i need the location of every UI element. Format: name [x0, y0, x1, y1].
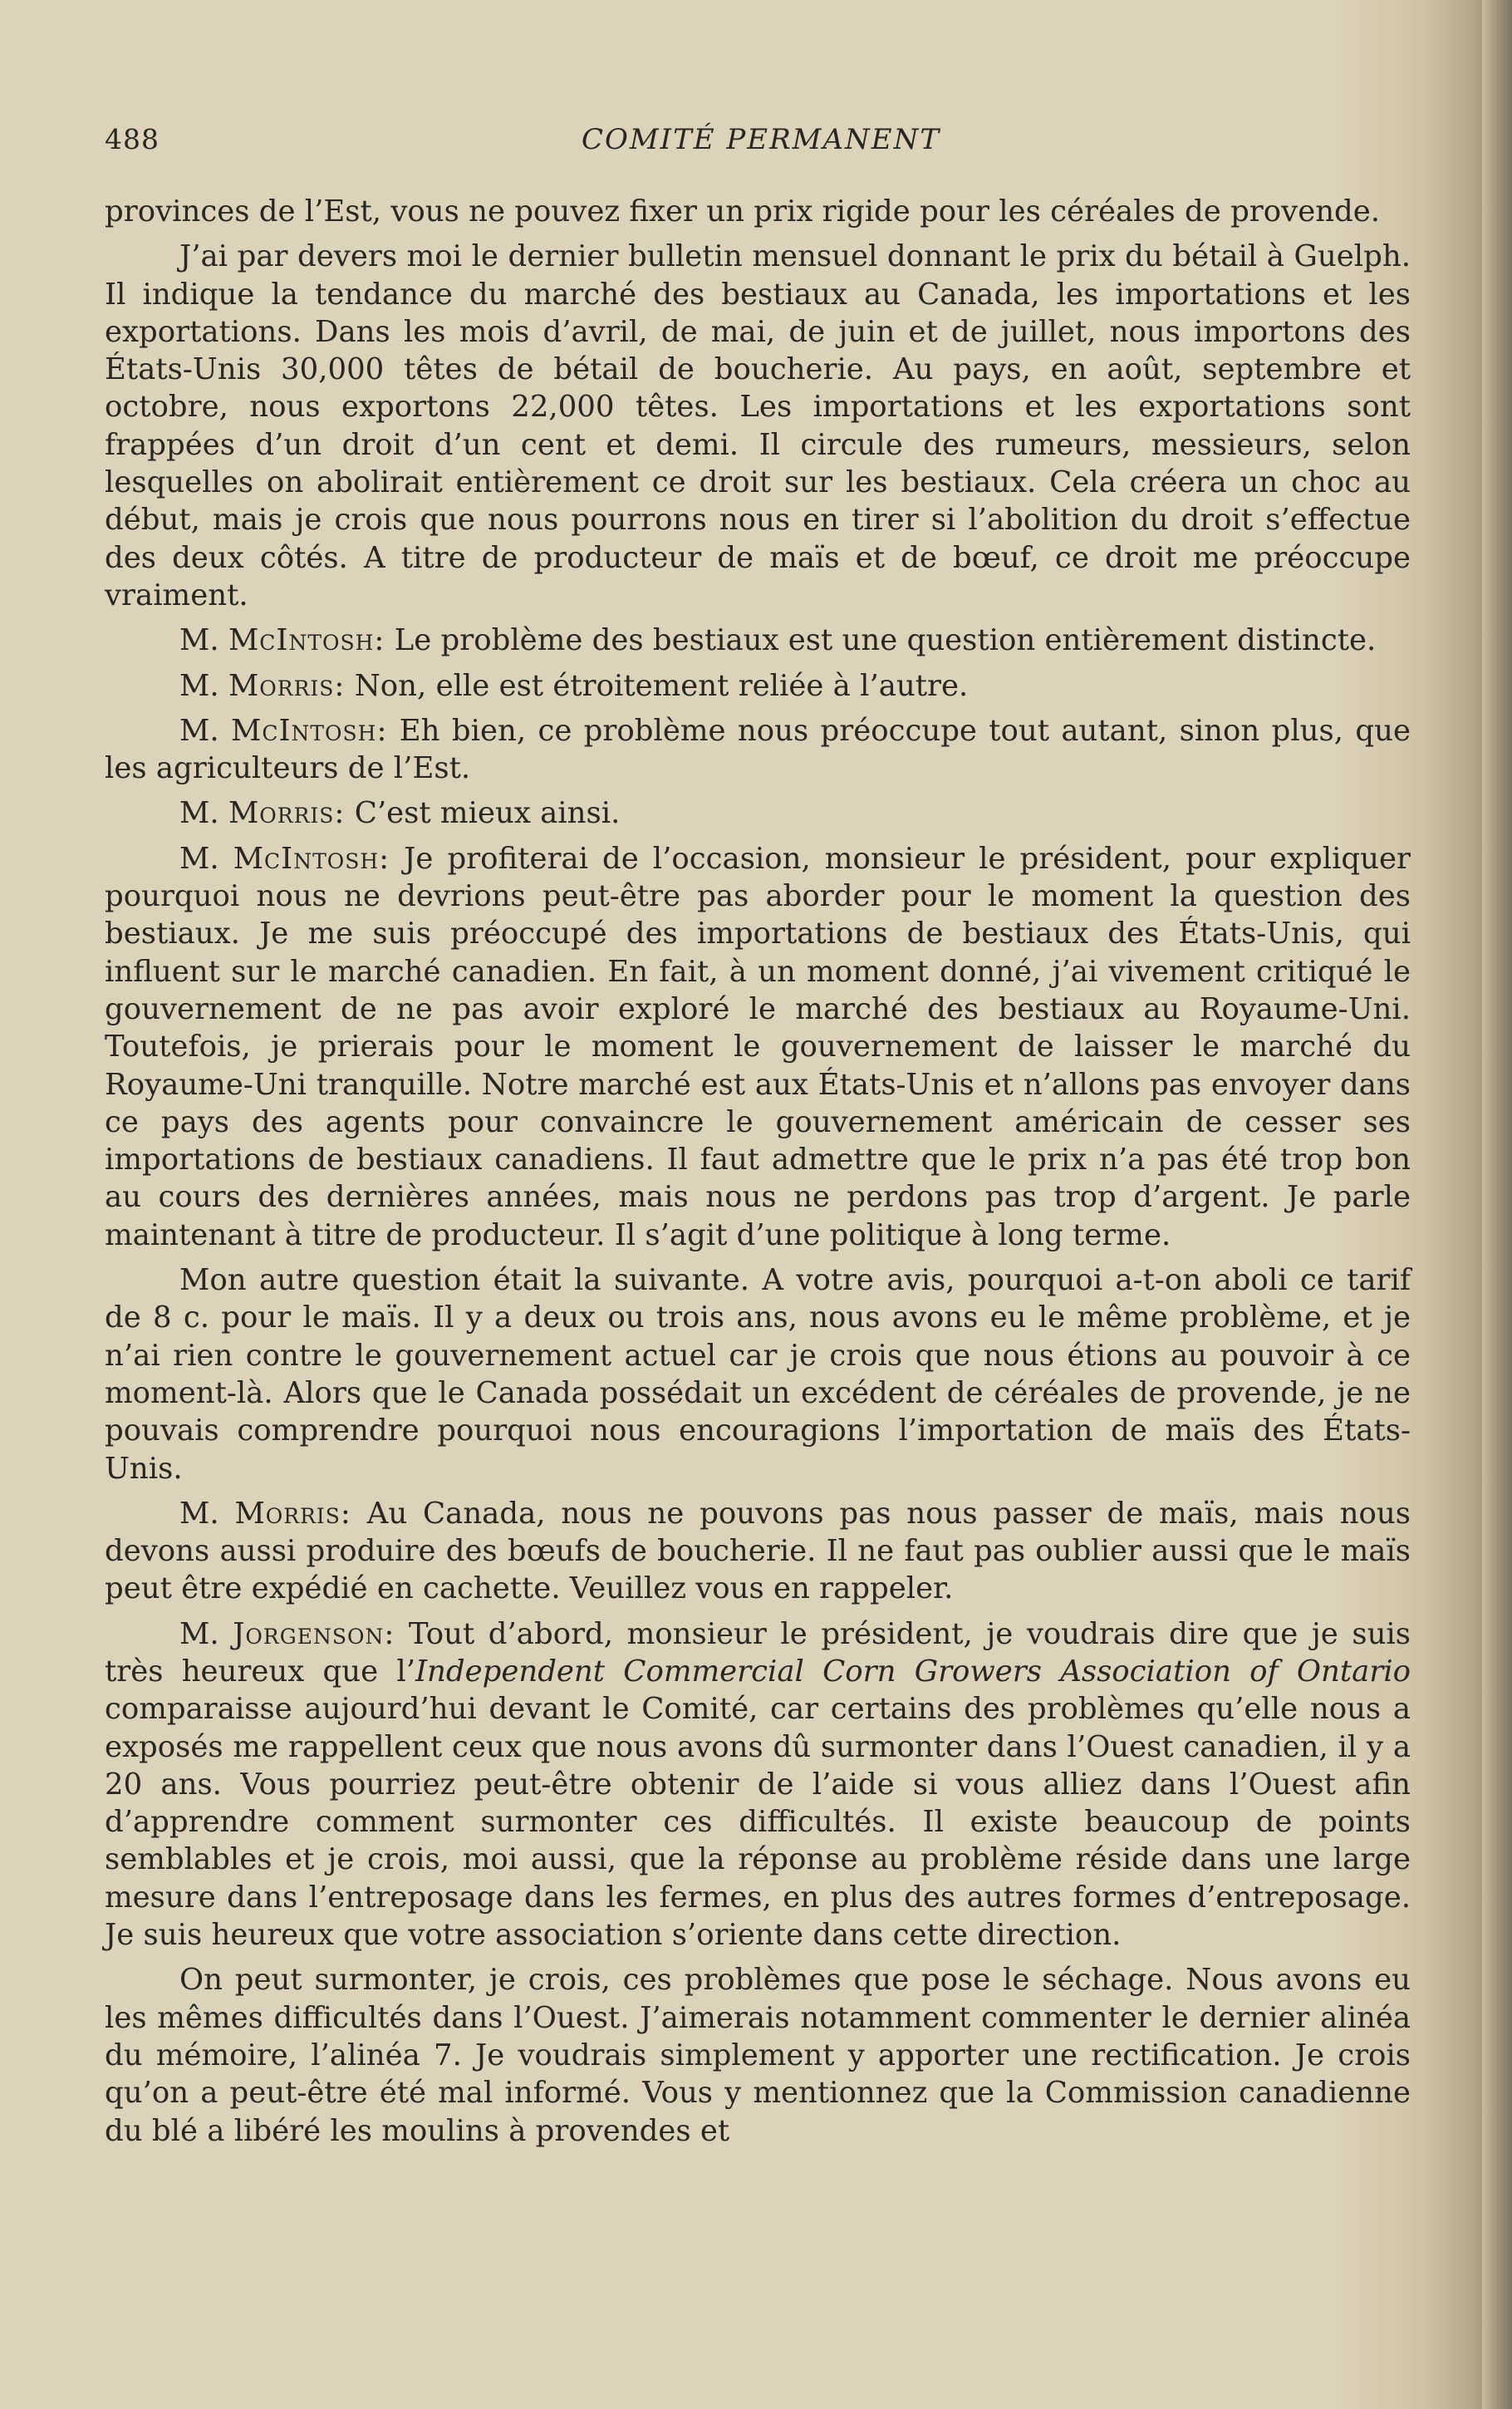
speech-text: Au Canada, nous ne pouvons pas nous passer de maïs, mais nous devons aussi produire des bœufs de boucherie. Il ne faut pas oublier aussi que le maïs peut être expédié en cachette. Veuillez vous en rappeler.: [105, 1496, 1411, 1606]
speaker-name: McIntosh:: [228, 623, 385, 658]
speech-text: C’est mieux ainsi.: [354, 796, 621, 831]
speech-text: Tout d’abord, monsieur le président, je voudrais dire que je suis très heureux que l’: [105, 1616, 1411, 1689]
speech-paragraph: [105, 712, 1411, 788]
speaker-name: Morris:: [234, 1496, 351, 1531]
speech-text: Non, elle est étroitement reliée à l’autre.: [354, 668, 969, 703]
speaker-title: M.: [179, 713, 219, 748]
speaker-name: McIntosh:: [233, 841, 390, 876]
speech-text: Eh bien, ce problème nous préoccupe tout autant, sinon plus, que les agriculteurs de l’Est.: [105, 713, 1411, 786]
page-header: [105, 123, 1417, 160]
speaker-title: M.: [179, 796, 219, 831]
speaker-title: M.: [179, 1616, 219, 1651]
speech-paragraph: [105, 794, 1411, 832]
association-name: Independent Commercial Corn Growers Association of Ontario: [415, 1654, 1411, 1689]
speech-text: Le problème des bestiaux est une question entièrement distincte.: [394, 623, 1377, 658]
paragraph-continued: provinces de l’Est, vous ne pouvez fixer un prix rigide pour les céréales de provende.: [105, 194, 1381, 229]
paragraph: J’ai par devers moi le dernier bulletin mensuel donnant le prix du bétail à Guelph. Il indique la tendance du marché des bestiaux au Canada, les importations et les exportations. Dans les mois d’avril, de mai, de juin et de juillet, nous importons des États-Unis 30,000 têtes de bétail de boucherie. Au pays, en août, septembre et octobre, nous exportons 22,000 têtes. Les importations et les exportations sont frappées d’un droit d’un cent et demi. Il circule des rumeurs, messieurs, selon lesquelles on abolirait entièrement ce droit sur les bestiaux. Cela créera un choc au début, mais je crois que nous pourrons nous en tirer si l’abolition du droit s’effectue des deux côtés. A titre de producteur de maïs et de bœuf, ce droit me préoccupe vraiment.: [105, 239, 1411, 612]
body-text: [105, 193, 1411, 2150]
speech-paragraph: [105, 840, 1411, 1254]
speaker-title: M.: [179, 668, 219, 703]
speaker-title: M.: [179, 1496, 219, 1531]
speech-paragraph: [105, 622, 1411, 659]
speaker-name: Morris:: [228, 668, 346, 703]
speaker-title: M.: [179, 623, 219, 658]
speech-paragraph: [105, 1615, 1411, 1954]
book-spine-shadow: [1482, 0, 1512, 2409]
speaker-name: McIntosh:: [230, 713, 388, 748]
page-number: 488: [105, 123, 160, 155]
speaker-name: Morris:: [228, 796, 346, 831]
speech-paragraph: [105, 667, 1411, 705]
paragraph: Mon autre question était la suivante. A votre avis, pourquoi a-t-on aboli ce tarif de 8 c. pour le maïs. Il y a deux ou trois ans, nous avons eu le même problème, et je n’ai rien contre le gouvernement actuel car je crois que nous étions au pouvoir à ce moment-là. Alors que le Canada possédait un excédent de céréales de provende, je ne pouvais comprendre pourquoi nous encouragions l’importation de maïs des États-Unis.: [105, 1263, 1411, 1486]
speech-text-continued: comparaisse aujourd’hui devant le Comité, car certains des problèmes qu’elle nous a exposés me rappellent ceux que nous avons dû surmonter dans l’Ouest canadien, il y a 20 ans. Vous pourriez peut-être obtenir de l’aide si vous alliez dans l’Ouest afin d’apprendre comment surmonter ces difficultés. Il existe beaucoup de points semblables et je crois, moi aussi, que la réponse au problème réside dans une large mesure dans l’entreposage dans les fermes, en plus des autres formes d’entreposage. Je suis heureux que votre association s’oriente dans cette direction.: [105, 1692, 1411, 1953]
speech-paragraph: [105, 1495, 1411, 1608]
speech-text: Je profiterai de l’occasion, monsieur le président, pour expliquer pourquoi nous ne devrions peut-être pas aborder pour le moment la question des bestiaux. Je me suis préoccupé des importations de bestiaux des États-Unis, qui influent sur le marché canadien. En fait, à un moment donné, j’ai vivement critiqué le gouvernement de ne pas avoir exploré le marché des bestiaux au Royaume-Uni. Toutefois, je prierais pour le moment le gouvernement de laisser le marché du Royaume-Uni tranquille. Notre marché est aux États-Unis et n’allons pas envoyer dans ce pays des agents pour convaincre le gouvernement américain de cesser ses importations de bestiaux canadiens. Il faut admettre que le prix n’a pas été trop bon au cours des dernières années, mais nous ne perdons pas trop d’argent. Je parle maintenant à titre de producteur. Il s’agit d’une politique à long terme.: [105, 841, 1411, 1252]
speaker-title: M.: [179, 841, 219, 876]
speaker-name: Jorgenson:: [233, 1616, 395, 1651]
running-head: COMITÉ PERMANENT: [581, 123, 941, 156]
paragraph: On peut surmonter, je crois, ces problèmes que pose le séchage. Nous avons eu les mêmes difficultés dans l’Ouest. J’aimerais notamment commenter le dernier alinéa du mémoire, l’alinéa 7. Je voudrais simplement y apporter une rectification. Je crois qu’on a peut-être été mal informé. Vous y mentionnez que la Commission canadienne du blé a libéré les moulins à provendes et: [105, 1963, 1411, 2148]
